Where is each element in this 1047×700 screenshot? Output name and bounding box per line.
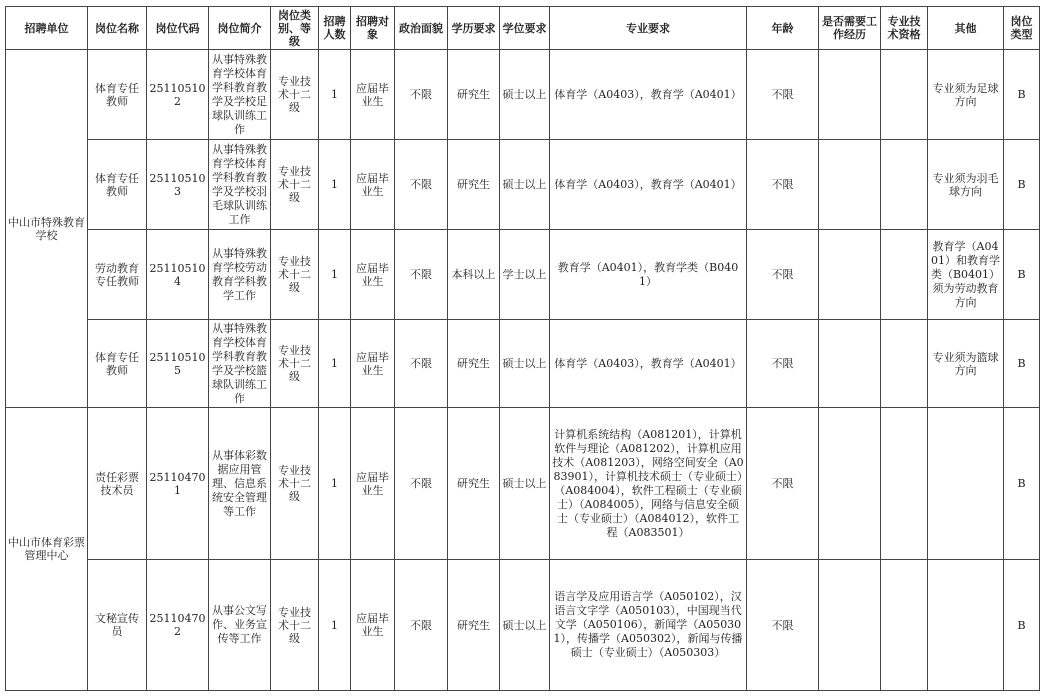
age-cell: 不限 (747, 408, 819, 560)
other-cell: 专业须为羽毛球方向 (928, 140, 1004, 230)
post-name-cell: 文秘宣传员 (88, 560, 147, 691)
post-type-cell: B (1004, 408, 1040, 560)
major-cell: 体育学（A0403），教育学（A0401） (550, 320, 747, 408)
major-cell: 语言学及应用语言学（A050102），汉语言文字学（A050103），中国现当代文学（A050106），新闻学（A050301），传播学（A050302），新闻与传播硕士（专业硕士）（A050303） (550, 560, 747, 691)
category-cell: 专业技术十二级 (271, 230, 319, 320)
other-cell (928, 560, 1004, 691)
post-intro-cell: 从事体彩数据应用管理、信息系统安全管理等工作 (209, 408, 271, 560)
category-cell: 专业技术十二级 (271, 50, 319, 140)
header-political: 政治面貌 (395, 7, 448, 50)
qualification-cell (881, 50, 928, 140)
count-cell: 1 (319, 320, 351, 408)
major-cell: 体育学（A0403），教育学（A0401） (550, 50, 747, 140)
target-cell: 应届毕业生 (351, 50, 395, 140)
header-experience: 是否需要工作经历 (819, 7, 881, 50)
header-post-type: 岗位类型 (1004, 7, 1040, 50)
major-cell: 教育学（A0401），教育学类（B0401） (550, 230, 747, 320)
degree-cell: 硕士以上 (500, 50, 550, 140)
category-cell: 专业技术十二级 (271, 408, 319, 560)
other-cell: 专业须为篮球方向 (928, 320, 1004, 408)
political-cell: 不限 (395, 320, 448, 408)
header-post-code: 岗位代码 (147, 7, 209, 50)
target-cell: 应届毕业生 (351, 320, 395, 408)
degree-cell: 硕士以上 (500, 140, 550, 230)
table-row (6, 408, 1040, 560)
table-row (6, 140, 1040, 230)
other-cell (928, 408, 1004, 560)
political-cell: 不限 (395, 140, 448, 230)
other-cell: 教育学（A0401）和教育学类（B0401）须为劳动教育方向 (928, 230, 1004, 320)
header-degree: 学位要求 (500, 7, 550, 50)
table-row (6, 560, 1040, 691)
experience-cell (819, 408, 881, 560)
post-type-cell: B (1004, 140, 1040, 230)
post-code-cell: 251104701 (147, 408, 209, 560)
post-type-cell: B (1004, 560, 1040, 691)
header-count: 招聘人数 (319, 7, 351, 50)
post-intro-cell: 从事特殊教育学校体育学科教育教学及学校羽毛球队训练工作 (209, 140, 271, 230)
category-cell: 专业技术十二级 (271, 320, 319, 408)
recruitment-table (5, 6, 1040, 691)
qualification-cell (881, 320, 928, 408)
education-cell: 研究生 (448, 140, 500, 230)
political-cell: 不限 (395, 230, 448, 320)
post-type-cell: B (1004, 320, 1040, 408)
header-post-intro: 岗位简介 (209, 7, 271, 50)
post-code-cell: 251105105 (147, 320, 209, 408)
qualification-cell (881, 560, 928, 691)
target-cell: 应届毕业生 (351, 560, 395, 691)
experience-cell (819, 320, 881, 408)
major-cell: 计算机系统结构（A081201），计算机软件与理论（A081202），计算机应用技术（A081203），网络空间安全（A083901），计算机技术硕士（专业硕士）（A084004），软件工程硕士（专业硕士）（A084005），网络与信息安全硕士（专业硕士）（A084012），软件工程（A083501） (550, 408, 747, 560)
count-cell: 1 (319, 140, 351, 230)
target-cell: 应届毕业生 (351, 408, 395, 560)
header-post-name: 岗位名称 (88, 7, 147, 50)
qualification-cell (881, 408, 928, 560)
header-age: 年龄 (747, 7, 819, 50)
header-major: 专业要求 (550, 7, 747, 50)
age-cell: 不限 (747, 50, 819, 140)
header-target: 招聘对象 (351, 7, 395, 50)
degree-cell: 硕士以上 (500, 408, 550, 560)
category-cell: 专业技术十二级 (271, 560, 319, 691)
post-intro-cell: 从事公文写作、业务宣传等工作 (209, 560, 271, 691)
age-cell: 不限 (747, 560, 819, 691)
count-cell: 1 (319, 560, 351, 691)
political-cell: 不限 (395, 560, 448, 691)
education-cell: 研究生 (448, 408, 500, 560)
degree-cell: 硕士以上 (500, 320, 550, 408)
table-row (6, 230, 1040, 320)
political-cell: 不限 (395, 408, 448, 560)
post-code-cell: 251104702 (147, 560, 209, 691)
other-cell: 专业须为足球方向 (928, 50, 1004, 140)
count-cell: 1 (319, 230, 351, 320)
education-cell: 研究生 (448, 50, 500, 140)
post-intro-cell: 从事特殊教育学校体育学科教育教学及学校足球队训练工作 (209, 50, 271, 140)
table-row (6, 320, 1040, 408)
post-code-cell: 251105103 (147, 140, 209, 230)
post-type-cell: B (1004, 50, 1040, 140)
education-cell: 本科以上 (448, 230, 500, 320)
count-cell: 1 (319, 50, 351, 140)
post-intro-cell: 从事特殊教育学校劳动教育学科教学工作 (209, 230, 271, 320)
experience-cell (819, 560, 881, 691)
header-category: 岗位类别、等级 (271, 7, 319, 50)
post-name-cell: 体育专任教师 (88, 140, 147, 230)
post-type-cell: B (1004, 230, 1040, 320)
category-cell: 专业技术十二级 (271, 140, 319, 230)
experience-cell (819, 140, 881, 230)
degree-cell: 硕士以上 (500, 560, 550, 691)
target-cell: 应届毕业生 (351, 140, 395, 230)
header-other: 其他 (928, 7, 1004, 50)
major-cell: 体育学（A0403），教育学（A0401） (550, 140, 747, 230)
experience-cell (819, 50, 881, 140)
education-cell: 研究生 (448, 320, 500, 408)
political-cell: 不限 (395, 50, 448, 140)
degree-cell: 学士以上 (500, 230, 550, 320)
target-cell: 应届毕业生 (351, 230, 395, 320)
header-unit: 招聘单位 (6, 7, 88, 50)
header-qualification: 专业技术资格 (881, 7, 928, 50)
table-row (6, 50, 1040, 140)
age-cell: 不限 (747, 320, 819, 408)
qualification-cell (881, 230, 928, 320)
age-cell: 不限 (747, 140, 819, 230)
header-row (6, 7, 1040, 50)
post-name-cell: 体育专任教师 (88, 50, 147, 140)
age-cell: 不限 (747, 230, 819, 320)
qualification-cell (881, 140, 928, 230)
unit-cell: 中山市特殊教育学校 (6, 50, 88, 408)
post-code-cell: 251105102 (147, 50, 209, 140)
post-name-cell: 劳动教育专任教师 (88, 230, 147, 320)
post-intro-cell: 从事特殊教育学校体育学科教育教学及学校篮球队训练工作 (209, 320, 271, 408)
education-cell: 研究生 (448, 560, 500, 691)
count-cell: 1 (319, 408, 351, 560)
unit-cell: 中山市体育彩票管理中心 (6, 408, 88, 691)
post-code-cell: 251105104 (147, 230, 209, 320)
post-name-cell: 体育专任教师 (88, 320, 147, 408)
post-name-cell: 责任彩票技术员 (88, 408, 147, 560)
header-education: 学历要求 (448, 7, 500, 50)
experience-cell (819, 230, 881, 320)
